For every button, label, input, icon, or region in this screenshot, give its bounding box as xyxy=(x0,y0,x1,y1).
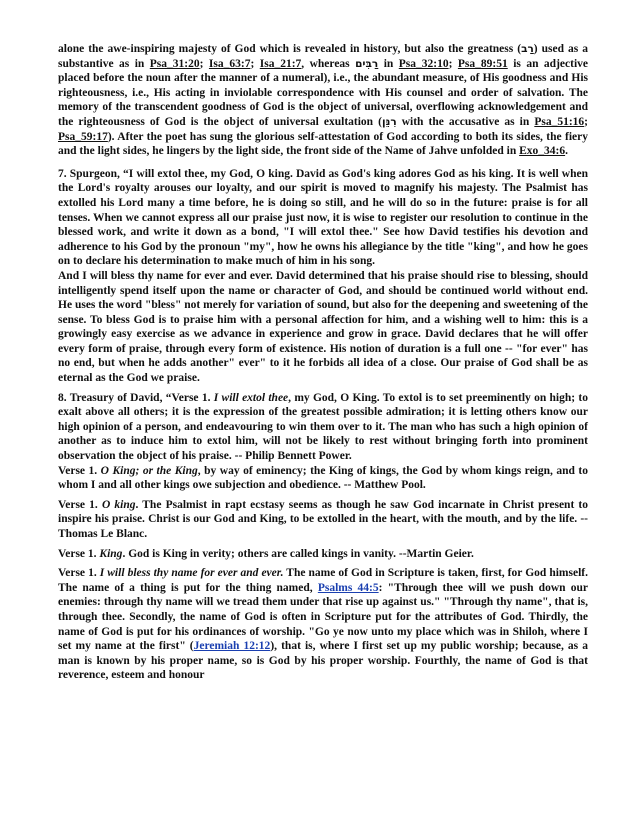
scripture-link[interactable]: Psa_31:20 xyxy=(149,57,200,70)
hebrew-word: רִנֵּן xyxy=(381,115,397,128)
scripture-link[interactable]: Psa_51:16 xyxy=(534,115,585,128)
paragraph-verse-bless-name: Verse 1. I will bless thy name for ever and ever. The name of God in Scripture is taken, first, for God himself. The name of a thing is put for the thing named, Psalms 44:5: "Through thee will we push down our enemies: through thy name will we tread them under that rise up against us." "Through thy name", that is, through thee. Secondly, the name of God is often in Scripture put for the attributes of God. Thirdly, the name of God is put for his ordinances of worship. "Go ye now unto my place which was in Shiloh, where I set my name at the first" (Jeremiah 12:12), that is, where I first set up my public worship; because, as a man is known by his proper name, so is God by his proper worship. Fourthly, the name of God is that reverence, esteem and honour xyxy=(58,567,588,682)
verse-phrase: I will bless thy name for ever and ever. xyxy=(99,567,284,580)
paragraph-delitzsch: alone the awe-inspiring majesty of God which is revealed in history, but also the greatness (רַב) used as a substantive as in Psa_31:20; Isa_63:7; Isa_21:7, whereas רַבִּים in Psa_32:10; Psa_89:51 is an adjective placed before the noun after the manner of a numeral), i.e., the abundant measure, of His goodness and His righteousness, i.e., His acting in inviolable correspondence with His counsel and order of salvation. The memory of the transcendent goodness of God is the object of universal, overflowing acknowledgement and the righteousness of God is the object of universal exultation (רִנֵּן with the accusative as in Psa_51:16; Psa_59:17). After the poet has sung the glorious self-attestation of God according to both its sides, the fiery and the light sides, he lingers by the light side, the front side of the Name of Jahve unfolded in Exo_34:6. xyxy=(58,43,588,158)
text-segment: is an adjective placed before the noun after the manner of a numeral), i.e., the abundant measure, of His goodness and His righteousness, i.e., His acting in inviolable correspondence with His counsel and order of salvation. The memory of the transcendent goodness of God is the object of universal, overflowing acknowledgement and the righteousness of God is the object of universal exultation ( xyxy=(58,57,588,128)
paragraph-verse-king-geier: Verse 1. King. God is King in verity; others are called kings in vanity. --Martin Geier. xyxy=(58,547,474,560)
paragraph-spurgeon: 7. Spurgeon, “I will extol thee, my God, O king. David as God's king adores God as his king. It is well when the Lord's royalty arouses our loyalty, and our spirit is moved to magnify his majesty. The Psalmist has extolled his Lord many a time before, he is doing so still, and he will do so in the future: praise is for all tenses. When we cannot express all our praise just now, it is wise to register our resolution to continue in the blessed work, and write it down as a bond, "I will extol thee." See how David testifies his devotion and adherence to his God by the pronoun "my", how he owns his allegiance by the title "king", and how he goes on to declare his determination to make much of him in his song. xyxy=(58,167,588,268)
hebrew-word: רַב xyxy=(521,43,534,55)
paragraph-treasury-extol: 8. Treasury of David, “Verse 1. I will extol thee, my God, O King. To extol is to set preeminently on high; to exalt above all others; it is the expression of the greatest possible admiration; it is letting others know our high opinion of a person, and endeavouring to win them over to it. The man who has such a high opinion of another as to induce him to extol him, will not be likely to rest without bringing forth into prominent observation the object of his praise. -- Philip Bennett Power. xyxy=(58,391,588,463)
scripture-link[interactable]: Exo_34:6 xyxy=(519,145,566,158)
text-segment: in xyxy=(378,57,399,70)
scripture-link[interactable]: Psa_89:51 xyxy=(457,57,508,70)
text-segment: with the accusative as in xyxy=(396,115,535,128)
text-segment: , whereas xyxy=(301,57,356,70)
scripture-link[interactable]: Jeremiah 12:12 xyxy=(193,640,271,653)
text-segment: ). After the poet has sung the glorious self-attestation of God according to both its sides, the fiery and the light sides, he lingers by the light side, the front side of the Name of Jahve unfolded in xyxy=(58,130,588,158)
document-page xyxy=(58,42,588,683)
verse-phrase: I will extol thee xyxy=(213,391,289,404)
scripture-link[interactable]: Psalms 44:5 xyxy=(317,581,379,594)
paragraph-verse-king-pool: Verse 1. O King; or the King, by way of eminency; the King of kings, the God by whom kings reign, and to whom I and all other kings owe subjection and obedience. -- Matthew Pool. xyxy=(58,464,589,492)
verse-phrase: King xyxy=(99,547,123,560)
scripture-link[interactable]: Isa_21:7 xyxy=(259,57,302,70)
scripture-link[interactable]: Psa_59:17 xyxy=(58,130,108,143)
text-segment: ) used as a substantive as in xyxy=(58,43,588,70)
paragraph-verse-king-blanc: Verse 1. O king. The Psalmist in rapt ecstasy seems as though he saw God incarnate in Christ present to inspire his praise. Christ is our God and King, to be extolled in the heart, with the mouth, and by the life. --Thomas Le Blanc. xyxy=(58,498,588,540)
scripture-link[interactable]: Isa_63:7 xyxy=(208,57,251,70)
text-segment: alone the awe-inspiring majesty of God which is revealed in history, but also the greatness ( xyxy=(58,43,522,55)
verse-phrase: O king xyxy=(101,498,136,511)
paragraph-spurgeon-bless: And I will bless thy name for ever and ever. David determined that his praise should rise to blessing, should intelligently spend itself upon the name or character of God, and should be continued world without end. He uses the word "bless" not merely for variation of sound, but also for the deepening and sweetening of the sense. To bless God is to praise him with a personal affection for him, and a wishing well to him: this is a growingly easy exercise as we advance in experience and grow in grace. David declares that he will offer every form of praise, through every form of existence. His notion of duration is a full one -- "for ever" has no end, but when he adds another" ever" to it he forbids all idea of a close. Our praise of God shall be as eternal as the God we praise. xyxy=(58,269,588,385)
hebrew-word: רַבִּים xyxy=(355,57,379,70)
verse-phrase: O King; or the King xyxy=(100,464,198,477)
scripture-link[interactable]: Psa_32:10 xyxy=(398,57,449,70)
